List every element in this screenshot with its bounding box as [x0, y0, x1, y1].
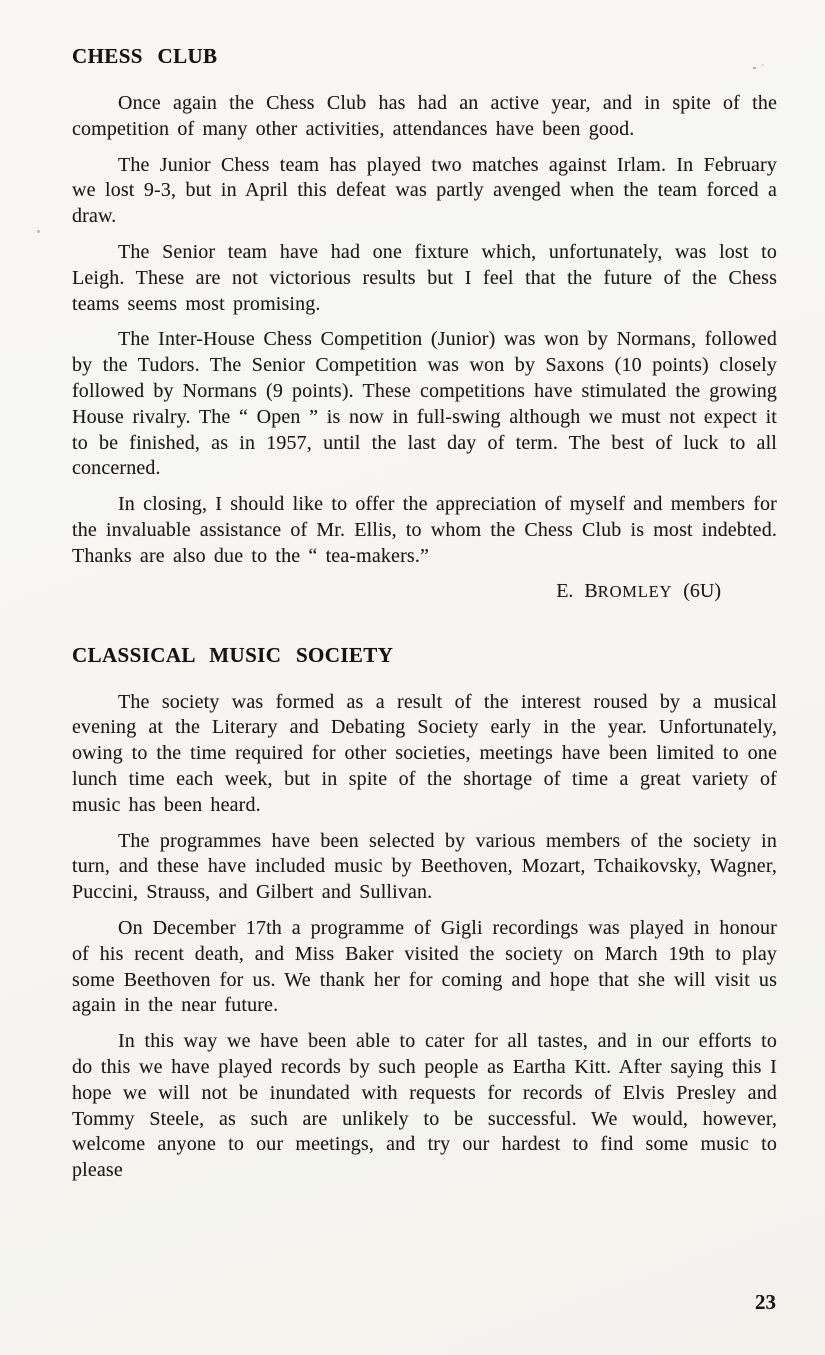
author-signature: [72, 580, 777, 603]
page-number: 23: [755, 1290, 776, 1314]
signature-suffix: (6U): [672, 579, 721, 602]
section-heading-classical-music-society: CLASSICAL MUSIC SOCIETY: [72, 642, 394, 667]
signature-name-small-caps: ROMLEY: [597, 581, 673, 601]
paragraph: The Junior Chess team has played two matches against Irlam. In February we lost 9-3, but in April this defeat was partly avenged when the team forced a draw.: [72, 153, 777, 228]
section-classical-music-society: [72, 643, 777, 1184]
paragraph: The Inter-House Chess Competition (Junior) was won by Normans, followed by the Tudors. The Senior Competition was won by Saxons (10 points) closely followed by Normans (9 points). These competitions have stimulated the growing House rivalry. The “ Open ” is now in full-swing although we must not expect it to be finished, as in 1957, until the last day of term. The best of luck to all concerned.: [72, 328, 777, 480]
section-heading-chess-club: CHESS CLUB: [72, 44, 218, 68]
paragraph: In this way we have been able to cater for all tastes, and in our efforts to do this we have played records by such people as Eartha Kitt. After saying this I hope we will not be inundated with requests for records of Elvis Presley and Tommy Steele, as such are unlikely to be successful. We would, however, welcome anyone to our meetings, and try our hardest to find some music to please: [72, 1030, 777, 1182]
paragraph: The Senior team have had one fixture which, unfortunately, was lost to Leigh. These are not victorious results but I feel that the future of the Chess teams seems most promising.: [72, 240, 777, 315]
page-content: [72, 44, 777, 1194]
signature-prefix: E. B: [556, 579, 598, 602]
paragraph: The programmes have been selected by various members of the society in turn, and these have included music by Beethoven, Mozart, Tchaikovsky, Wagner, Puccini, Strauss, and Gilbert and Sullivan.: [72, 829, 777, 904]
paragraph: The society was formed as a result of the interest roused by a musical evening at the Literary and Debating Society early in the year. Unfortunately, owing to the time required for other societies, meetings have been limited to one lunch time each week, but in spite of the shortage of time a great variety of music has been heard.: [72, 690, 777, 816]
paragraph: On December 17th a programme of Gigli recordings was played in honour of his recent death, and Miss Baker visited the society on March 19th to play some Beethoven for us. We thank her for coming and hope that she will visit us again in the near future.: [72, 916, 777, 1017]
scan-speck: [37, 230, 40, 233]
paragraph: Once again the Chess Club has had an active year, and in spite of the competition of many other activities, attendances have been good.: [72, 92, 777, 140]
section-chess-club: [72, 44, 777, 603]
scan-speck: [753, 67, 756, 69]
paragraph: In closing, I should like to offer the appreciation of myself and members for the invaluable assistance of Mr. Ellis, to whom the Chess Club is most indebted. Thanks are also due to the “ tea-makers.”: [72, 493, 777, 567]
